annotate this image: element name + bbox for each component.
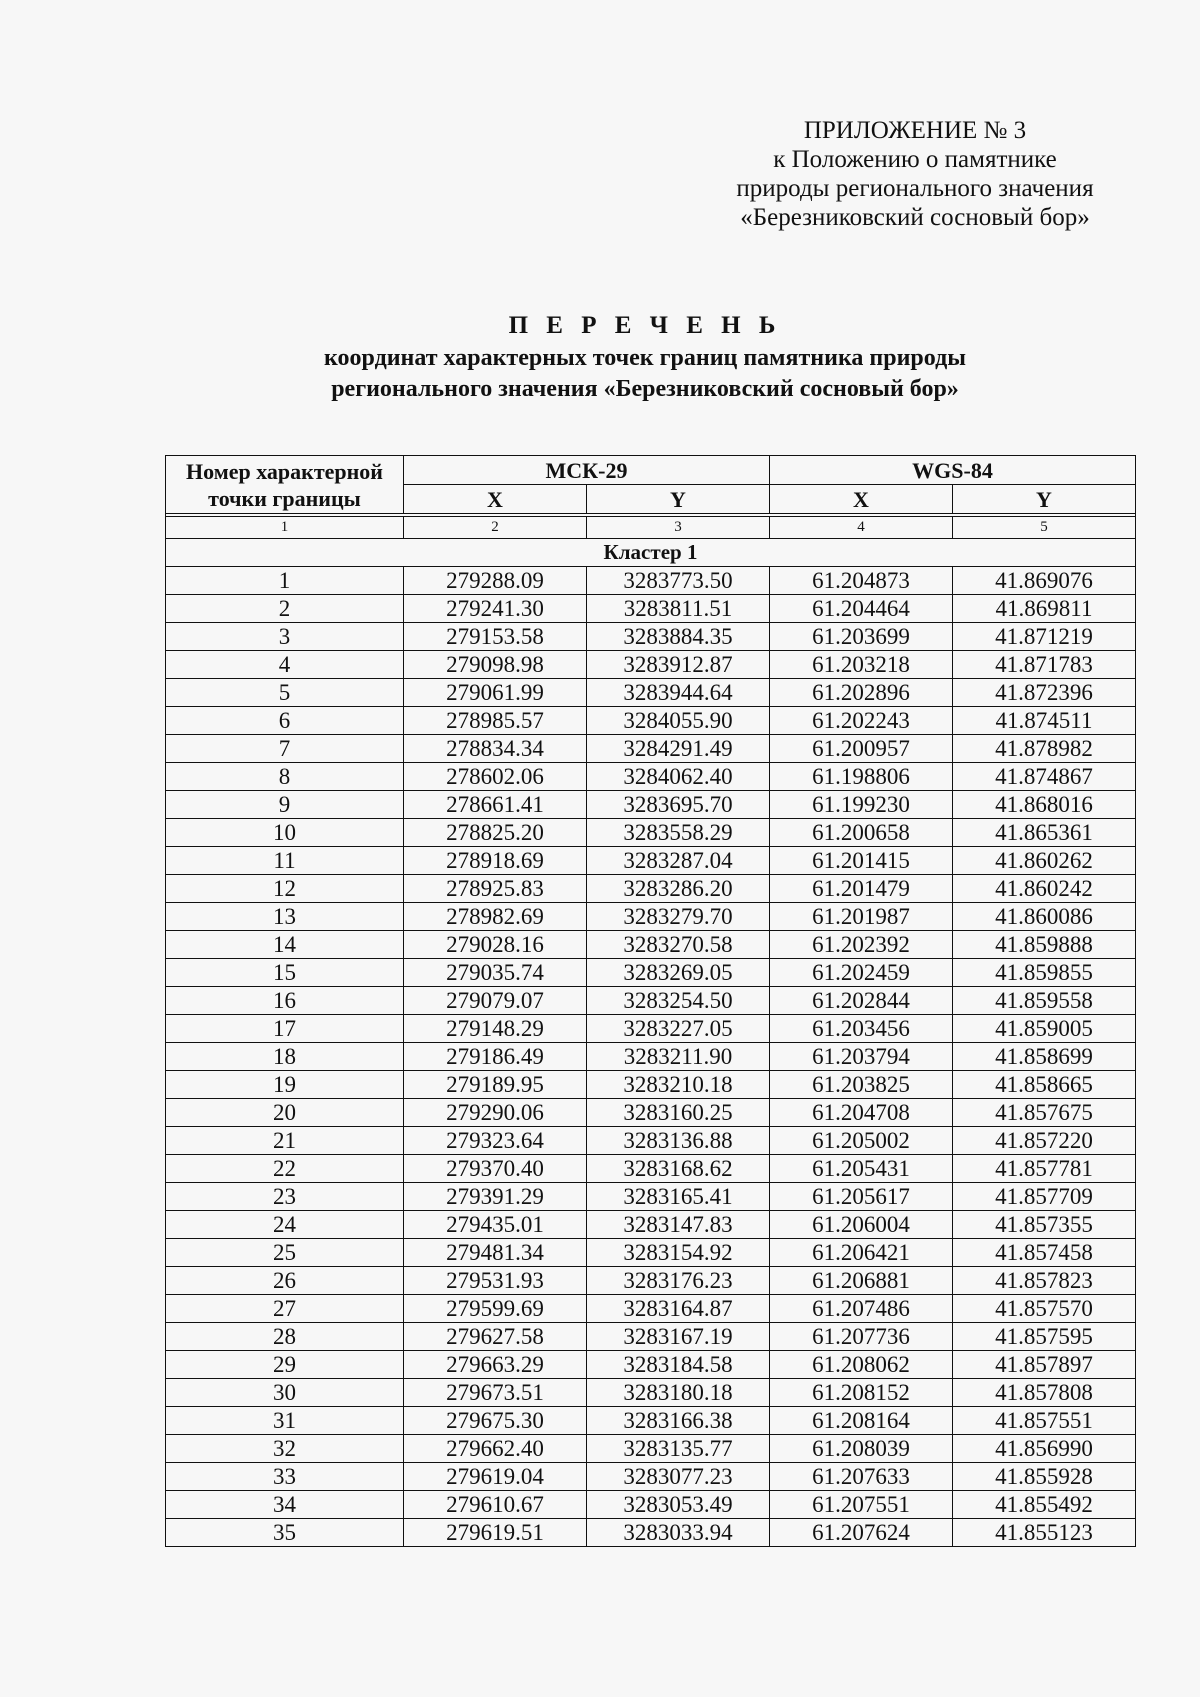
msk-y-cell: 3283884.35 — [587, 623, 770, 651]
msk-x-cell: 279035.74 — [404, 959, 587, 987]
wgs-y-cell: 41.878982 — [953, 735, 1136, 763]
msk-y-cell: 3283210.18 — [587, 1071, 770, 1099]
msk-x-cell: 279079.07 — [404, 987, 587, 1015]
appendix-reference-cont: природы регионального значения — [736, 175, 1094, 202]
document-subtitle-line1: координат характерных точек границ памятника природы — [324, 345, 966, 371]
point-number-cell: 14 — [166, 931, 404, 959]
column-number: 2 — [404, 517, 587, 539]
msk-x-cell: 278602.06 — [404, 763, 587, 791]
wgs-y-cell: 41.857220 — [953, 1127, 1136, 1155]
msk-x-cell: 279061.99 — [404, 679, 587, 707]
point-number-cell: 2 — [166, 595, 404, 623]
msk-y-cell: 3283287.04 — [587, 847, 770, 875]
wgs-y-cell: 41.860262 — [953, 847, 1136, 875]
msk-y-cell: 3283176.23 — [587, 1267, 770, 1295]
msk-x-header: X — [404, 485, 587, 514]
table-row — [166, 1351, 1136, 1379]
table-row — [166, 1323, 1136, 1351]
wgs-x-cell: 61.198806 — [770, 763, 953, 791]
table-row — [166, 651, 1136, 679]
msk-x-cell: 279599.69 — [404, 1295, 587, 1323]
msk-x-cell: 279290.06 — [404, 1099, 587, 1127]
msk-y-cell: 3283558.29 — [587, 819, 770, 847]
point-number-header-line2: точки границы — [208, 485, 361, 511]
msk-x-cell: 279186.49 — [404, 1043, 587, 1071]
wgs-y-cell: 41.859005 — [953, 1015, 1136, 1043]
point-number-cell: 17 — [166, 1015, 404, 1043]
msk-y-cell: 3283184.58 — [587, 1351, 770, 1379]
msk-y-header: Y — [587, 485, 770, 514]
wgs-x-cell: 61.207633 — [770, 1463, 953, 1491]
point-number-header-line1: Номер характерной — [186, 458, 383, 484]
document-title: П Е Р Е Ч Е Н Ь — [508, 312, 782, 339]
wgs-x-cell: 61.206004 — [770, 1211, 953, 1239]
point-number-cell: 15 — [166, 959, 404, 987]
point-number-cell: 8 — [166, 763, 404, 791]
msk-x-cell: 278661.41 — [404, 791, 587, 819]
wgs-y-cell: 41.868016 — [953, 791, 1136, 819]
point-number-cell: 26 — [166, 1267, 404, 1295]
msk-y-cell: 3283270.58 — [587, 931, 770, 959]
msk-x-cell: 279619.04 — [404, 1463, 587, 1491]
point-number-cell: 12 — [166, 875, 404, 903]
point-number-cell: 5 — [166, 679, 404, 707]
point-number-cell: 27 — [166, 1295, 404, 1323]
wgs-y-cell: 41.857709 — [953, 1183, 1136, 1211]
point-number-cell: 13 — [166, 903, 404, 931]
msk-x-cell: 279028.16 — [404, 931, 587, 959]
wgs-x-cell: 61.207551 — [770, 1491, 953, 1519]
wgs-x-cell: 61.201987 — [770, 903, 953, 931]
point-number-cell: 22 — [166, 1155, 404, 1183]
msk-y-cell: 3283254.50 — [587, 987, 770, 1015]
point-number-cell: 21 — [166, 1127, 404, 1155]
wgs-x-cell: 61.204464 — [770, 595, 953, 623]
wgs-y-cell: 41.860242 — [953, 875, 1136, 903]
msk-x-cell: 279288.09 — [404, 567, 587, 595]
wgs-y-cell: 41.855123 — [953, 1519, 1136, 1547]
wgs-x-cell: 61.201479 — [770, 875, 953, 903]
table-row — [166, 707, 1136, 735]
wgs-y-cell: 41.860086 — [953, 903, 1136, 931]
msk-y-cell: 3283154.92 — [587, 1239, 770, 1267]
point-number-header — [166, 456, 404, 514]
wgs-y-cell: 41.855492 — [953, 1491, 1136, 1519]
point-number-cell: 4 — [166, 651, 404, 679]
table-row — [166, 1239, 1136, 1267]
msk-y-cell: 3283944.64 — [587, 679, 770, 707]
wgs-x-cell: 61.207736 — [770, 1323, 953, 1351]
msk-y-cell: 3283053.49 — [587, 1491, 770, 1519]
wgs-x-cell: 61.201415 — [770, 847, 953, 875]
wgs-y-cell: 41.857823 — [953, 1267, 1136, 1295]
wgs-x-cell: 61.203794 — [770, 1043, 953, 1071]
wgs-y-cell: 41.857897 — [953, 1351, 1136, 1379]
wgs-x-cell: 61.205002 — [770, 1127, 953, 1155]
point-number-cell: 18 — [166, 1043, 404, 1071]
msk-y-cell: 3283695.70 — [587, 791, 770, 819]
table-row — [166, 987, 1136, 1015]
msk-y-cell: 3283164.87 — [587, 1295, 770, 1323]
wgs-x-cell: 61.202844 — [770, 987, 953, 1015]
msk-y-cell: 3283167.19 — [587, 1323, 770, 1351]
point-number-cell: 1 — [166, 567, 404, 595]
point-number-cell: 33 — [166, 1463, 404, 1491]
wgs-x-cell: 61.207624 — [770, 1519, 953, 1547]
wgs-x-cell: 61.205617 — [770, 1183, 953, 1211]
table-row — [166, 1407, 1136, 1435]
point-number-cell: 20 — [166, 1099, 404, 1127]
wgs-y-cell: 41.865361 — [953, 819, 1136, 847]
msk-x-cell: 279481.34 — [404, 1239, 587, 1267]
point-number-cell: 31 — [166, 1407, 404, 1435]
point-number-cell: 29 — [166, 1351, 404, 1379]
wgs-x-cell: 61.202392 — [770, 931, 953, 959]
msk-y-cell: 3283269.05 — [587, 959, 770, 987]
table-row — [166, 679, 1136, 707]
msk-y-cell: 3283077.23 — [587, 1463, 770, 1491]
wgs-y-cell: 41.871219 — [953, 623, 1136, 651]
wgs-y-cell: 41.857458 — [953, 1239, 1136, 1267]
point-number-cell: 16 — [166, 987, 404, 1015]
coordinates-table — [165, 455, 1136, 1547]
table-row — [166, 1015, 1136, 1043]
appendix-object-name: «Березниковский сосновый бор» — [740, 204, 1090, 231]
wgs-y-cell: 41.858699 — [953, 1043, 1136, 1071]
table-row — [166, 1463, 1136, 1491]
point-number-cell: 9 — [166, 791, 404, 819]
wgs-y-cell: 41.857808 — [953, 1379, 1136, 1407]
wgs-x-cell: 61.208039 — [770, 1435, 953, 1463]
msk-x-cell: 279627.58 — [404, 1323, 587, 1351]
msk-x-cell: 279673.51 — [404, 1379, 587, 1407]
msk-y-cell: 3283168.62 — [587, 1155, 770, 1183]
table-row — [166, 847, 1136, 875]
msk-y-cell: 3283033.94 — [587, 1519, 770, 1547]
appendix-header — [690, 116, 1140, 232]
msk-y-cell: 3283136.88 — [587, 1127, 770, 1155]
column-number: 3 — [587, 517, 770, 539]
point-number-cell: 32 — [166, 1435, 404, 1463]
msk-y-cell: 3283227.05 — [587, 1015, 770, 1043]
wgs-y-cell: 41.859888 — [953, 931, 1136, 959]
msk-y-cell: 3283160.25 — [587, 1099, 770, 1127]
document-heading — [160, 309, 1130, 405]
wgs-y-cell: 41.871783 — [953, 651, 1136, 679]
wgs-x-cell: 61.203825 — [770, 1071, 953, 1099]
table-row — [166, 1435, 1136, 1463]
table-row — [166, 567, 1136, 595]
table-row — [166, 791, 1136, 819]
wgs-x-cell: 61.202896 — [770, 679, 953, 707]
table-row — [166, 1043, 1136, 1071]
msk-x-cell: 278834.34 — [404, 735, 587, 763]
document-subtitle-line2: регионального значения «Березниковский сосновый бор» — [331, 376, 959, 402]
wgs-y-cell: 41.855928 — [953, 1463, 1136, 1491]
point-number-cell: 7 — [166, 735, 404, 763]
cluster-label: Кластер 1 — [166, 539, 1136, 567]
msk-y-cell: 3283912.87 — [587, 651, 770, 679]
table-row — [166, 1295, 1136, 1323]
wgs-y-cell: 41.857675 — [953, 1099, 1136, 1127]
wgs-x-cell: 61.207486 — [770, 1295, 953, 1323]
wgs-y-cell: 41.859855 — [953, 959, 1136, 987]
msk-y-cell: 3283180.18 — [587, 1379, 770, 1407]
column-number: 4 — [770, 517, 953, 539]
msk-y-cell: 3283135.77 — [587, 1435, 770, 1463]
msk-y-cell: 3283286.20 — [587, 875, 770, 903]
msk-x-cell: 279662.40 — [404, 1435, 587, 1463]
wgs-y-cell: 41.874511 — [953, 707, 1136, 735]
wgs-y-cell: 41.858665 — [953, 1071, 1136, 1099]
msk-x-cell: 279391.29 — [404, 1183, 587, 1211]
msk-x-cell: 279370.40 — [404, 1155, 587, 1183]
table-row — [166, 1211, 1136, 1239]
table-row — [166, 623, 1136, 651]
wgs-y-cell: 41.856990 — [953, 1435, 1136, 1463]
msk-x-cell: 279189.95 — [404, 1071, 587, 1099]
msk-x-cell: 279241.30 — [404, 595, 587, 623]
wgs-x-cell: 61.203218 — [770, 651, 953, 679]
table-row — [166, 1183, 1136, 1211]
msk-x-cell: 279323.64 — [404, 1127, 587, 1155]
msk-x-cell: 278918.69 — [404, 847, 587, 875]
wgs-y-header: Y — [953, 485, 1136, 514]
point-number-cell: 34 — [166, 1491, 404, 1519]
wgs-x-cell: 61.208164 — [770, 1407, 953, 1435]
table-row — [166, 875, 1136, 903]
wgs-x-cell: 61.208062 — [770, 1351, 953, 1379]
wgs-x-cell: 61.205431 — [770, 1155, 953, 1183]
msk-x-cell: 278925.83 — [404, 875, 587, 903]
msk-y-cell: 3283166.38 — [587, 1407, 770, 1435]
msk-x-cell: 279610.67 — [404, 1491, 587, 1519]
wgs-y-cell: 41.857781 — [953, 1155, 1136, 1183]
point-number-cell: 3 — [166, 623, 404, 651]
cluster-row — [166, 539, 1136, 567]
appendix-number: ПРИЛОЖЕНИЕ № 3 — [803, 117, 1027, 144]
msk-y-cell: 3284291.49 — [587, 735, 770, 763]
table-row — [166, 931, 1136, 959]
wgs-x-cell: 61.200658 — [770, 819, 953, 847]
table-row — [166, 735, 1136, 763]
msk-x-cell: 279153.58 — [404, 623, 587, 651]
table-row — [166, 1127, 1136, 1155]
wgs-y-cell: 41.869076 — [953, 567, 1136, 595]
msk-x-cell: 279663.29 — [404, 1351, 587, 1379]
wgs-y-cell: 41.869811 — [953, 595, 1136, 623]
wgs-x-cell: 61.208152 — [770, 1379, 953, 1407]
table-row — [166, 1099, 1136, 1127]
column-number-row — [166, 517, 1136, 539]
msk-header: МСК-29 — [404, 456, 770, 485]
wgs-y-cell: 41.874867 — [953, 763, 1136, 791]
msk-x-cell: 278825.20 — [404, 819, 587, 847]
wgs-header: WGS-84 — [770, 456, 1136, 485]
table-row — [166, 763, 1136, 791]
point-number-cell: 24 — [166, 1211, 404, 1239]
msk-y-cell: 3283147.83 — [587, 1211, 770, 1239]
wgs-x-cell: 61.200957 — [770, 735, 953, 763]
column-number: 5 — [953, 517, 1136, 539]
table-row — [166, 959, 1136, 987]
wgs-x-cell: 61.204708 — [770, 1099, 953, 1127]
wgs-y-cell: 41.859558 — [953, 987, 1136, 1015]
wgs-x-cell: 61.202459 — [770, 959, 953, 987]
table-row — [166, 903, 1136, 931]
wgs-x-cell: 61.206421 — [770, 1239, 953, 1267]
appendix-reference: к Положению о памятнике — [773, 146, 1057, 173]
msk-y-cell: 3283165.41 — [587, 1183, 770, 1211]
table-row — [166, 595, 1136, 623]
msk-x-cell: 279531.93 — [404, 1267, 587, 1295]
point-number-cell: 6 — [166, 707, 404, 735]
msk-x-cell: 279435.01 — [404, 1211, 587, 1239]
msk-x-cell: 279619.51 — [404, 1519, 587, 1547]
wgs-y-cell: 41.857355 — [953, 1211, 1136, 1239]
msk-x-cell: 279098.98 — [404, 651, 587, 679]
wgs-x-cell: 61.203699 — [770, 623, 953, 651]
wgs-y-cell: 41.872396 — [953, 679, 1136, 707]
point-number-cell: 23 — [166, 1183, 404, 1211]
table-row — [166, 1519, 1136, 1547]
table-row — [166, 1379, 1136, 1407]
wgs-y-cell: 41.857595 — [953, 1323, 1136, 1351]
wgs-x-cell: 61.202243 — [770, 707, 953, 735]
msk-y-cell: 3283773.50 — [587, 567, 770, 595]
msk-y-cell: 3283211.90 — [587, 1043, 770, 1071]
wgs-x-header: X — [770, 485, 953, 514]
point-number-cell: 10 — [166, 819, 404, 847]
msk-x-cell: 278982.69 — [404, 903, 587, 931]
point-number-cell: 30 — [166, 1379, 404, 1407]
table-row — [166, 1071, 1136, 1099]
msk-y-cell: 3283279.70 — [587, 903, 770, 931]
wgs-x-cell: 61.206881 — [770, 1267, 953, 1295]
msk-x-cell: 278985.57 — [404, 707, 587, 735]
wgs-x-cell: 61.199230 — [770, 791, 953, 819]
msk-y-cell: 3283811.51 — [587, 595, 770, 623]
point-number-cell: 25 — [166, 1239, 404, 1267]
msk-x-cell: 279148.29 — [404, 1015, 587, 1043]
table-row — [166, 819, 1136, 847]
msk-y-cell: 3284055.90 — [587, 707, 770, 735]
wgs-x-cell: 61.204873 — [770, 567, 953, 595]
wgs-y-cell: 41.857570 — [953, 1295, 1136, 1323]
point-number-cell: 28 — [166, 1323, 404, 1351]
table-row — [166, 1267, 1136, 1295]
wgs-x-cell: 61.203456 — [770, 1015, 953, 1043]
point-number-cell: 11 — [166, 847, 404, 875]
column-number: 1 — [166, 517, 404, 539]
point-number-cell: 19 — [166, 1071, 404, 1099]
point-number-cell: 35 — [166, 1519, 404, 1547]
table-row — [166, 1491, 1136, 1519]
wgs-y-cell: 41.857551 — [953, 1407, 1136, 1435]
msk-x-cell: 279675.30 — [404, 1407, 587, 1435]
msk-y-cell: 3284062.40 — [587, 763, 770, 791]
table-row — [166, 1155, 1136, 1183]
